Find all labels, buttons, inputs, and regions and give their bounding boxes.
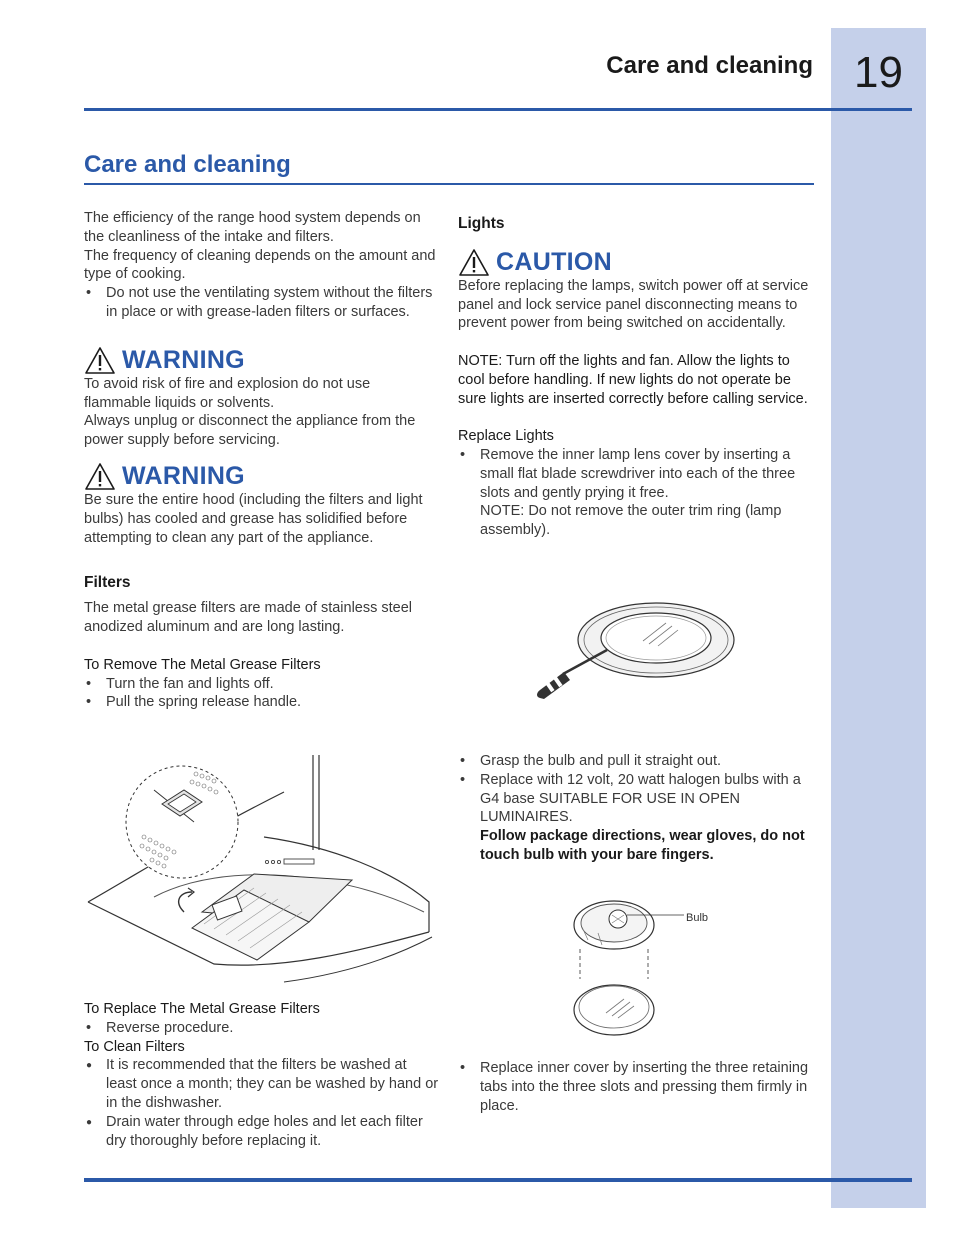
list-item	[458, 771, 813, 865]
list-item	[458, 446, 813, 540]
header-rule	[84, 108, 912, 111]
remove-filters-list	[84, 675, 439, 713]
lamp-lens-illustration	[528, 598, 743, 710]
header-title: Care and cleaning	[606, 52, 813, 79]
range-hood-illustration	[84, 752, 436, 997]
caution-triangle-icon	[458, 248, 490, 277]
caution-text: Before replacing the lamps, switch power off at service panel and lock service panel disconnecting means to prevent power from being switched on accidentally.	[458, 277, 809, 332]
bulb-label: Bulb	[686, 912, 709, 924]
warning-label: WARNING	[122, 462, 245, 491]
list-item: • Turn the fan and lights off.	[84, 675, 439, 694]
warning-triangle-icon	[84, 462, 116, 491]
replace-lights-heading: Replace Lights	[458, 428, 554, 445]
list-item: • Grasp the bulb and pull it straight out.	[458, 752, 813, 771]
warning-1-header	[84, 346, 439, 375]
cover-list	[458, 1059, 813, 1115]
right-column-top	[458, 215, 813, 540]
lights-heading: Lights	[458, 215, 505, 232]
list-item: • Pull the spring release handle.	[84, 693, 439, 712]
left-column-bottom	[84, 1000, 439, 1150]
section-title: Care and cleaning	[84, 151, 291, 178]
section-rule	[84, 183, 814, 185]
right-column-middle	[458, 752, 813, 865]
caution-header	[458, 248, 813, 277]
intro-paragraph-2: The frequency of cleaning depends on the amount and type of cooking.	[84, 247, 436, 283]
intro-paragraph-1: The efficiency of the range hood system depends on the cleanliness of the intake and filters.	[84, 210, 421, 245]
warning-label: WARNING	[122, 345, 245, 374]
warning-1-line-2: Always unplug or disconnect the appliance from the power supply before servicing.	[84, 413, 416, 449]
footer-rule	[84, 1178, 912, 1182]
list-item: ● Drain water through edge holes and let each filter dry thoroughly before replacing it.	[84, 1113, 439, 1151]
bulb-spec-text: Replace with 12 volt, 20 watt halogen bulbs with a G4 base SUITABLE FOR USE IN OPEN LUMINAIRES.	[480, 771, 801, 826]
filters-text: The metal grease filters are made of stainless steel anodized aluminum and are long lasting.	[84, 600, 413, 635]
filters-heading: Filters	[84, 574, 131, 592]
replace-lights-note: NOTE: Do not remove the outer trim ring (lamp assembly).	[480, 503, 782, 539]
clean-filters-heading: To Clean Filters	[84, 1038, 185, 1055]
replace-lights-text: Remove the inner lamp lens cover by inserting a small flat blade screwdriver into each of the three slots and gently prying it free.	[480, 446, 796, 501]
list-item: • Replace inner cover by inserting the three retaining tabs into the three slots and pressing them firmly in place.	[458, 1059, 813, 1115]
list-item: • Do not use the ventilating system without the filters in place or with grease-laden filters or surfaces.	[84, 284, 439, 322]
replace-filters-heading: To Replace The Metal Grease Filters	[84, 1001, 320, 1017]
warning-2-text: Be sure the entire hood (including the filters and light bulbs) has cooled and grease has solidified before attempting to clean any part of the appliance.	[84, 491, 423, 546]
warning-1-line-1: To avoid risk of fire and explosion do not use flammable liquids or solvents.	[84, 375, 371, 411]
warning-2-header	[84, 462, 439, 491]
lights-note: NOTE: Turn off the lights and fan. Allow the lights to cool before handling. If new lights do not operate be sure lights are inserted correctly before calling service.	[458, 352, 808, 407]
right-column-bottom	[458, 1059, 813, 1115]
bulb-handling-text: Follow package directions, wear gloves, do not touch bulb with your bare fingers.	[480, 828, 805, 863]
left-column-top	[84, 209, 439, 712]
list-item: • Reverse procedure.	[84, 1019, 439, 1038]
clean-filters-list	[84, 1056, 439, 1150]
intro-list	[84, 284, 439, 322]
bulb-list	[458, 752, 813, 865]
remove-filters-heading: To Remove The Metal Grease Filters	[84, 656, 321, 673]
replace-lights-list	[458, 446, 813, 540]
caution-label: CAUTION	[496, 247, 612, 276]
list-item: ● It is recommended that the filters be washed at least once a month; they can be washed by hand or in the dishwasher.	[84, 1056, 439, 1112]
side-band	[831, 28, 926, 1208]
page-number: 19	[854, 48, 903, 97]
warning-triangle-icon	[84, 346, 116, 375]
replace-filters-list	[84, 1019, 439, 1038]
bulb-assembly-illustration	[568, 895, 686, 1045]
